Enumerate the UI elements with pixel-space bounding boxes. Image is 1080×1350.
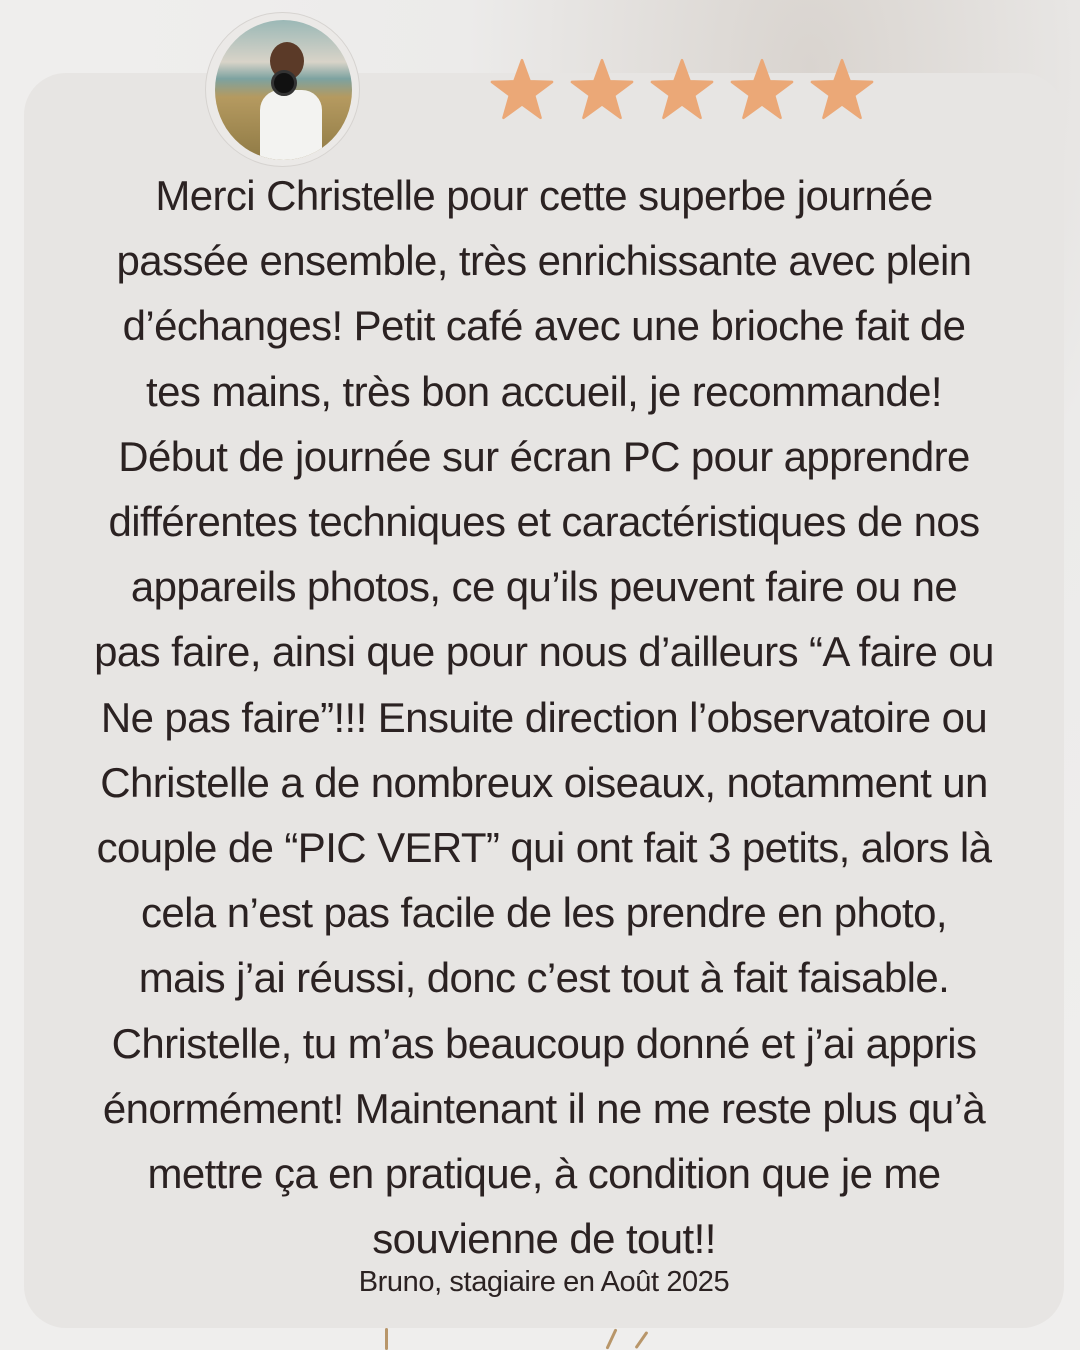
review-author: Bruno, stagiaire en Août 2025	[358, 1266, 730, 1298]
review-line: Merci Christelle pour cette superbe journée	[155, 172, 933, 219]
review-line: passée ensemble, très enrichissante avec plein	[116, 237, 972, 285]
review-line: Ne pas faire”!!! Ensuite direction l’observatoire ou	[100, 693, 988, 741]
review-line: pas faire, ainsi que pour nous d’ailleurs “A faire ou	[94, 628, 994, 676]
review-line: Christelle a de nombreux oiseaux, notamment un	[100, 758, 988, 806]
review-line: cela n’est pas facile de les prendre en photo,	[141, 889, 947, 937]
star-icon	[490, 58, 554, 120]
photographer-avatar-icon	[215, 20, 352, 160]
star-icon	[650, 58, 714, 120]
review-line: énormément! Maintenant il ne me reste plus qu’à	[102, 1084, 986, 1132]
review-line: tes mains, très bon accueil, je recommande!	[146, 367, 942, 415]
review-line: mettre ça en pratique, à condition que je me	[147, 1150, 941, 1198]
review-line: appareils photos, ce qu’ils peuvent faire ou ne	[130, 563, 958, 611]
star-icon	[570, 58, 634, 120]
review-line: différentes techniques et caractéristiques de nos	[108, 498, 980, 546]
review-line: mais j’ai réussi, donc c’est tout à fait faisable.	[138, 954, 950, 1002]
review-line: Début de journée sur écran PC pour apprendre	[118, 432, 970, 480]
star-icon	[730, 58, 794, 120]
review-line: Christelle, tu m’as beaucoup donné et j’ai appris	[111, 1019, 977, 1067]
star-icon	[810, 58, 874, 120]
reviewer-avatar	[205, 12, 360, 167]
review-line: souvienne de tout!!	[372, 1215, 716, 1263]
review-line: couple de “PIC VERT” qui ont fait 3 petits, alors là	[96, 824, 992, 872]
review-text	[24, 163, 1064, 1271]
review-line: d’échanges! Petit café avec une brioche fait de	[122, 302, 966, 350]
star-rating	[490, 58, 874, 120]
